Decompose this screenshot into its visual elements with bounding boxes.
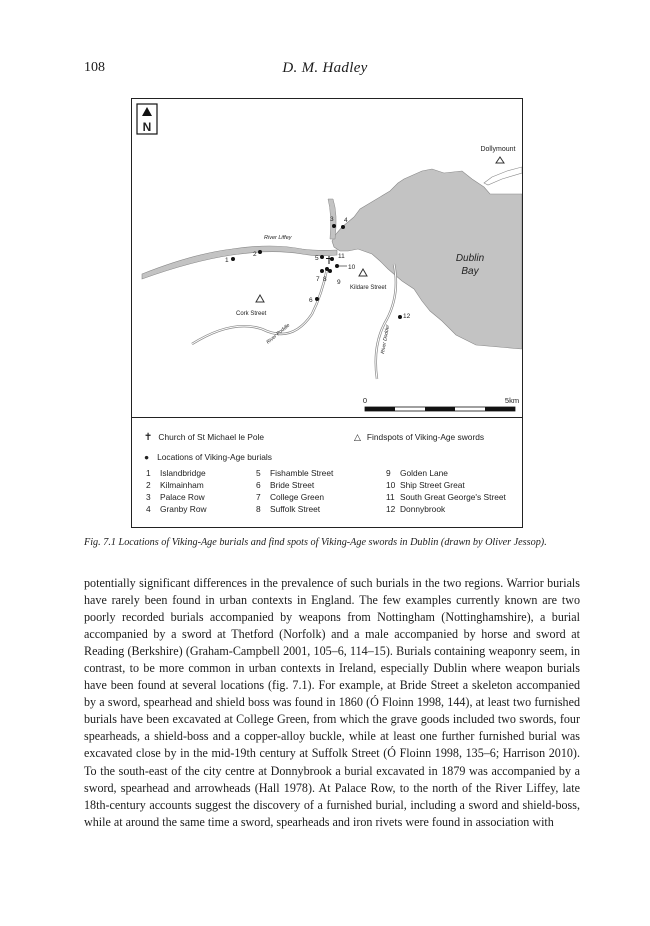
label-dollymount: Dollymount — [480, 146, 516, 153]
scale-start: 0 — [362, 396, 368, 405]
page-number: 108 — [84, 60, 105, 75]
findspot-kildare-street-icon — [359, 269, 367, 276]
label-river-dodder: River Dodder — [380, 324, 392, 355]
river-poddle — [192, 269, 327, 344]
site-number: 1 — [225, 257, 229, 264]
label-kildare-street: Kildare Street — [350, 285, 387, 291]
site-number: 4 — [344, 217, 348, 224]
site-number: 6 — [309, 297, 313, 304]
legend-item: 9 Golden Lane — [386, 468, 448, 478]
legend-burials-heading — [144, 452, 272, 462]
site-number: 3 — [330, 216, 334, 223]
burial-dot-1 — [231, 257, 235, 261]
legend-findspots-label: Findspots of Viking-Age swords — [366, 432, 485, 442]
label-cork-street: Cork Street — [236, 311, 267, 317]
triangle-legend-icon: △ — [354, 432, 361, 442]
site-number: 11 — [338, 253, 345, 260]
site-number: 10 — [348, 264, 356, 271]
scale-end: 5km — [504, 396, 520, 405]
site-number: 7 — [316, 276, 320, 283]
legend-item: 6 Bride Street — [256, 480, 315, 490]
legend-burials-heading-label: Locations of Viking-Age burials — [157, 452, 272, 462]
site-number: 12 — [403, 313, 411, 320]
legend-item: 11 South Great George's Street — [386, 492, 506, 502]
church-legend-icon: ✝ — [144, 432, 153, 443]
label-dublin-bay-2: Bay — [461, 266, 479, 277]
north-bull-island — [484, 167, 522, 185]
map-legend — [132, 417, 522, 528]
legend-church — [144, 432, 264, 443]
scale-bar — [363, 396, 519, 411]
burial-dot-4 — [341, 225, 345, 229]
burial-dot-9 — [328, 269, 332, 273]
site-number: 8 — [323, 276, 327, 283]
legend-church-label: Church of St Michael le Pole — [158, 432, 265, 442]
legend-item: 4 Granby Row — [146, 504, 207, 514]
burial-dot-2 — [258, 250, 262, 254]
burial-dot-7 — [320, 269, 324, 273]
burial-dot-6 — [315, 297, 319, 301]
findspot-cork-street-icon — [256, 295, 264, 302]
dublin-bay-sea — [332, 169, 522, 349]
label-river-poddle: River Poddle — [265, 322, 292, 346]
dublin-map — [132, 99, 522, 417]
label-river-liffey: River Liffey — [264, 235, 292, 241]
legend-item: 8 Suffolk Street — [256, 504, 321, 514]
burial-dot-5 — [320, 255, 324, 259]
legend-item: 2 Kilmainham — [146, 480, 204, 490]
figure-caption: Fig. 7.1 Locations of Viking-Age burials and find spots of Viking-Age swords in Dublin (drawn by Oliver Jessop). — [84, 537, 547, 548]
body-paragraph: potentially significant differences in the prevalence of such burials in the two regions. Warrior burials have rarely been found in urban contexts in England. The few examples currently known are two poorly recorded burials accompanied by weapons from Nottingham (Nottinghamshire), a burial accompanied by a sword at Thetford (Norfolk) and a male accompanied by horse and sword at Reading (Berkshire) (Graham-Campbell 2001, 105–6, 114–15). Burials containing weaponry seem, in contrast, to be more common in urban contexts in Ireland, especially Dublin where weapon burials have been found at several locations (fig. 7.1). For example, at Bride Street a skeleton accompanied by a sword, spearhead and shield boss was found in 1860 (Ó Floinn 1998, 144), at least two furnished burials have been excavated at College Green, from which the grave goods included two swords, four spearheads, a shield-boss and a copper-alloy buckle, while at least one further furnished burial was excavated close by in the mid-19th century at Suffolk Street (Ó Floinn 1998, 135–6; Harrison 2010). To the south-east of the city centre at Donnybrook a burial excavated in 1879 was accompanied by a sword, spearhead and arrowheads (Hall 1978). At Palace Row, to the north of the River Liffey, late 18th-century accounts suggest the discovery of a furnished burial, including a sword and shield-boss, while at around the same time a sword, spearheads and iron rivets were found in association with — [84, 576, 580, 829]
legend-item: 5 Fishamble Street — [256, 468, 334, 478]
north-arrow — [137, 104, 157, 134]
site-number: 9 — [337, 279, 341, 286]
site-number: 2 — [253, 251, 257, 258]
running-head: D. M. Hadley — [282, 60, 368, 76]
site-number: 5 — [315, 255, 319, 262]
legend-item: 1 Islandbridge — [146, 468, 206, 478]
legend-item: 3 Palace Row — [146, 492, 205, 502]
legend-item: 12 Donnybrook — [386, 504, 446, 514]
river-liffey — [142, 246, 337, 279]
legend-item: 7 College Green — [256, 492, 325, 502]
figure-map — [131, 98, 523, 528]
legend-item: 10 Ship Street Great — [386, 480, 465, 490]
label-dublin-bay-1: Dublin — [455, 253, 485, 264]
dot-legend-icon: ● — [144, 452, 150, 462]
body-text — [84, 575, 580, 831]
legend-findspots — [354, 432, 484, 443]
burial-dot-10 — [335, 264, 339, 268]
findspot-dollymount-icon — [496, 157, 504, 163]
burial-dot-3 — [332, 224, 336, 228]
north-label: N — [142, 120, 152, 134]
burial-dot-12 — [398, 315, 402, 319]
